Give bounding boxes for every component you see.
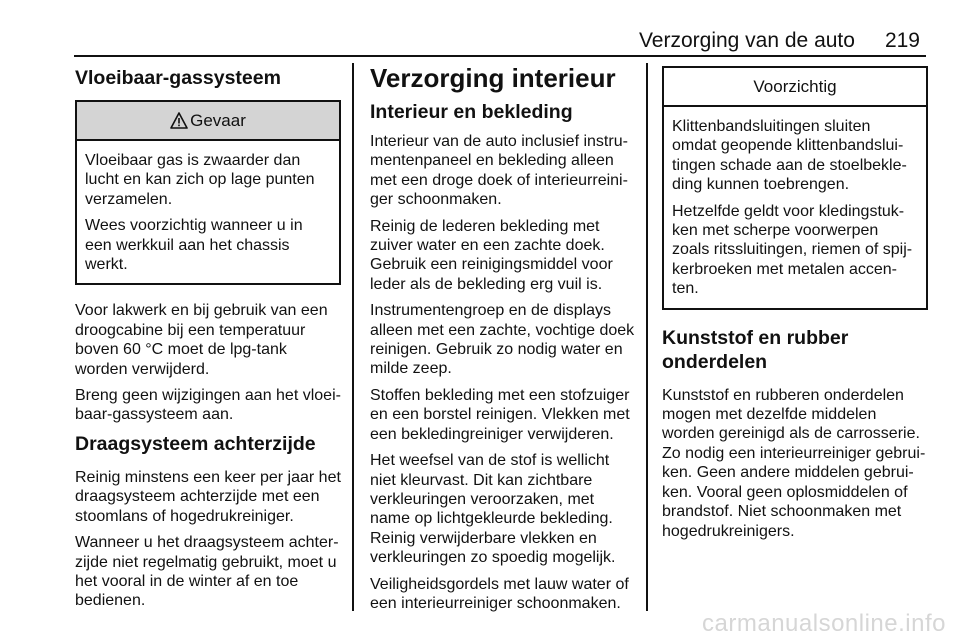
body-paragraph: Breng geen wijzigingen aan het vloeibaar-gassysteem aan. bbox=[75, 387, 341, 424]
danger-box-body bbox=[77, 141, 339, 283]
section-heading-upholstery: Interieur en bekleding bbox=[370, 101, 573, 123]
body-paragraph: Interieur van de auto inclusief instrumentenpaneel en bekleding alleen met een droge doek of interieurreiniger schoonmaken. bbox=[370, 133, 628, 209]
page-number: 219 bbox=[884, 29, 920, 52]
danger-box-label: Gevaar bbox=[190, 111, 246, 130]
column-left bbox=[75, 60, 341, 618]
caution-box-body bbox=[664, 107, 926, 308]
warning-icon bbox=[170, 112, 188, 129]
page-header bbox=[639, 28, 920, 54]
caution-paragraph: Klittenbandsluitingen sluiten omdat geopende klittenbandsluitingen schade aan de stoelbekleding kunnen toebrengen. bbox=[672, 118, 907, 194]
danger-box-title bbox=[77, 102, 339, 141]
body-paragraph: Reinig de lederen bekleding met zuiver water en een zachte doek. Gebruik een reinigingsmiddel voor leder als de bekleding erg vuil is. bbox=[370, 217, 613, 293]
danger-paragraph: Vloeibaar gas is zwaarder dan lucht en kan zich op lage punten verzamelen. bbox=[85, 152, 315, 208]
watermark: carmanualsonline.info bbox=[702, 610, 946, 637]
column-divider-1 bbox=[352, 63, 354, 611]
section-heading-carrier: Draagsysteem achterzijde bbox=[75, 432, 316, 455]
body-paragraph: Wanneer u het draagsysteem achterzijde niet regelmatig gebruikt, moet u het vooral in de winter af en toe bedienen. bbox=[75, 534, 339, 610]
section-heading-lpg: Vloeibaar-gassysteem bbox=[75, 67, 281, 89]
caution-paragraph: Hetzelfde geldt voor kledingstukken met scherpe voorwerpen zoals ritssluitingen, riemen of spijkerbroeken met metalen accenten. bbox=[672, 202, 913, 298]
section-heading-plastic-rubber: Kunststof en rubber onderdelen bbox=[662, 326, 849, 373]
body-paragraph: Veiligheidsgordels met lauw water of een interieurreiniger schoonmaken. bbox=[370, 575, 629, 612]
section-title-interior: Verzorging interieur bbox=[370, 63, 616, 93]
body-paragraph: Stoffen bekleding met een stofzuiger en een borstel reinigen. Vlekken met een bekledingreiniger verwijderen. bbox=[370, 386, 630, 443]
caution-box-title: Voorzichtig bbox=[664, 68, 926, 107]
body-paragraph: Instrumentengroep en de displays alleen met een zachte, vochtige doek reinigen. Gebruik zo nodig water en milde zeep. bbox=[370, 302, 635, 378]
body-paragraph: Kunststof en rubberen onderdelen mogen met dezelfde middelen worden gereinigd als de carrosserie. Zo nodig een interieurreiniger gebruiken. Geen andere middelen gebruiken. Vooral geen oplosmiddelen of brandstof. Niet schoonmaken met hogedrukreinigers. bbox=[662, 386, 926, 540]
body-paragraph: Het weefsel van de stof is wellicht niet kleurvast. Dit kan zichtbare verkleuringen veroorzaken, met name op lichtgekleurde bekleding. Reinig verwijderbare vlekken en verkleuringen zo spoedig mogelijk. bbox=[370, 452, 616, 567]
column-middle bbox=[370, 60, 636, 620]
caution-box bbox=[662, 66, 928, 310]
danger-box bbox=[75, 100, 341, 285]
column-right bbox=[662, 66, 928, 548]
body-paragraph: Reinig minstens een keer per jaar het draagsysteem achterzijde met een stoomlans of hogedrukreiniger. bbox=[75, 468, 341, 525]
column-divider-2 bbox=[646, 63, 648, 611]
header-divider bbox=[74, 55, 926, 57]
chapter-title: Verzorging van de auto bbox=[638, 29, 855, 52]
body-paragraph: Voor lakwerk en bij gebruik van een droogcabine bij een temperatuur boven 60 °C moet de lpg-tank worden verwijderd. bbox=[75, 302, 328, 378]
danger-paragraph: Wees voorzichtig wanneer u in een werkkuil aan het chassis werkt. bbox=[85, 217, 303, 274]
